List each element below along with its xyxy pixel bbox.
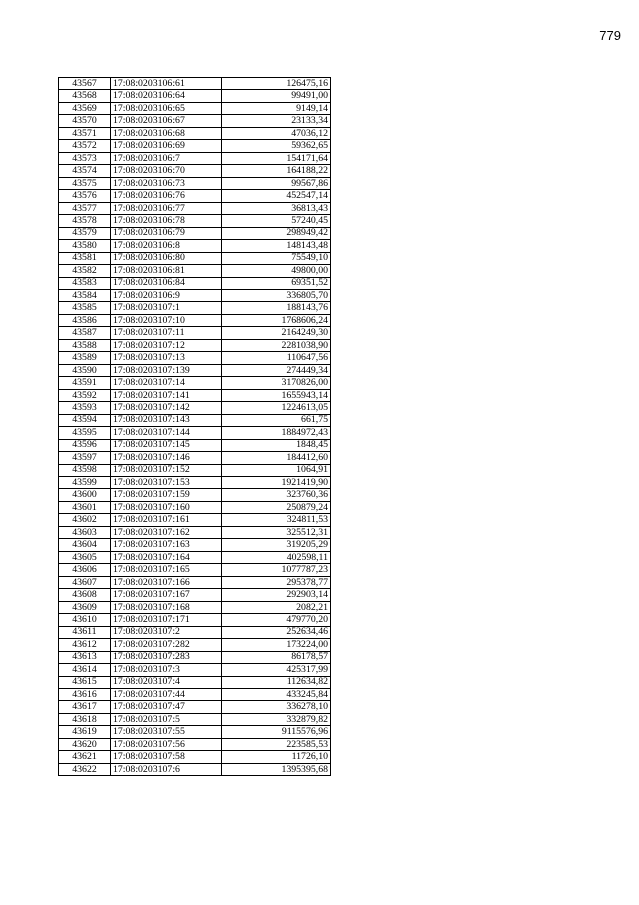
- table-row: [59, 676, 331, 688]
- row-id-cell: 43599: [59, 477, 111, 489]
- row-id-cell: 43595: [59, 427, 111, 439]
- table-row: [59, 140, 331, 152]
- table-row: [59, 215, 331, 227]
- table-row: [59, 90, 331, 102]
- row-id-cell: 43596: [59, 439, 111, 451]
- cadastral-number-cell: 17:08:0203107:145: [111, 439, 222, 451]
- amount-cell: 36813,43: [222, 202, 331, 214]
- row-id-cell: 43609: [59, 601, 111, 613]
- row-id-cell: 43583: [59, 277, 111, 289]
- table-row: [59, 277, 331, 289]
- row-id-cell: 43582: [59, 265, 111, 277]
- cadastral-number-cell: 17:08:0203107:171: [111, 614, 222, 626]
- table-row: [59, 127, 331, 139]
- table-row: [59, 377, 331, 389]
- table-row: [59, 265, 331, 277]
- table-row: [59, 240, 331, 252]
- cadastral-number-cell: 17:08:0203106:73: [111, 177, 222, 189]
- table-row: [59, 738, 331, 750]
- cadastral-number-cell: 17:08:0203107:47: [111, 701, 222, 713]
- cadastral-number-cell: 17:08:0203107:44: [111, 688, 222, 700]
- row-id-cell: 43615: [59, 676, 111, 688]
- cadastral-value-table: [58, 77, 331, 776]
- cadastral-number-cell: 17:08:0203107:10: [111, 314, 222, 326]
- table-row: [59, 252, 331, 264]
- row-id-cell: 43587: [59, 327, 111, 339]
- amount-cell: 661,75: [222, 414, 331, 426]
- amount-cell: 49800,00: [222, 265, 331, 277]
- cadastral-number-cell: 17:08:0203107:139: [111, 364, 222, 376]
- table-row: [59, 639, 331, 651]
- table-row: [59, 688, 331, 700]
- cadastral-number-cell: 17:08:0203106:70: [111, 165, 222, 177]
- amount-cell: 1655943,14: [222, 389, 331, 401]
- cadastral-number-cell: 17:08:0203107:14: [111, 377, 222, 389]
- row-id-cell: 43606: [59, 564, 111, 576]
- amount-cell: 148143,48: [222, 240, 331, 252]
- cadastral-number-cell: 17:08:0203107:1: [111, 302, 222, 314]
- amount-cell: 223585,53: [222, 738, 331, 750]
- table-row: [59, 427, 331, 439]
- amount-cell: 319205,29: [222, 539, 331, 551]
- cadastral-number-cell: 17:08:0203107:5: [111, 713, 222, 725]
- cadastral-number-cell: 17:08:0203107:11: [111, 327, 222, 339]
- amount-cell: 9149,14: [222, 102, 331, 114]
- row-id-cell: 43617: [59, 701, 111, 713]
- amount-cell: 2164249,30: [222, 327, 331, 339]
- amount-cell: 325512,31: [222, 526, 331, 538]
- table-row: [59, 389, 331, 401]
- cadastral-number-cell: 17:08:0203106:84: [111, 277, 222, 289]
- cadastral-number-cell: 17:08:0203107:283: [111, 651, 222, 663]
- amount-cell: 59362,65: [222, 140, 331, 152]
- row-id-cell: 43618: [59, 713, 111, 725]
- table-row: [59, 78, 331, 90]
- cadastral-number-cell: 17:08:0203106:76: [111, 190, 222, 202]
- amount-cell: 69351,52: [222, 277, 331, 289]
- amount-cell: 295378,77: [222, 576, 331, 588]
- row-id-cell: 43570: [59, 115, 111, 127]
- row-id-cell: 43611: [59, 626, 111, 638]
- table-row: [59, 477, 331, 489]
- amount-cell: 1848,45: [222, 439, 331, 451]
- amount-cell: 292903,14: [222, 589, 331, 601]
- cadastral-number-cell: 17:08:0203107:12: [111, 339, 222, 351]
- row-id-cell: 43622: [59, 763, 111, 775]
- cadastral-number-cell: 17:08:0203107:143: [111, 414, 222, 426]
- row-id-cell: 43589: [59, 352, 111, 364]
- cadastral-number-cell: 17:08:0203107:153: [111, 477, 222, 489]
- table-row: [59, 726, 331, 738]
- row-id-cell: 43590: [59, 364, 111, 376]
- table-row: [59, 514, 331, 526]
- row-id-cell: 43619: [59, 726, 111, 738]
- cadastral-number-cell: 17:08:0203106:67: [111, 115, 222, 127]
- row-id-cell: 43593: [59, 402, 111, 414]
- cadastral-number-cell: 17:08:0203107:2: [111, 626, 222, 638]
- table-row: [59, 576, 331, 588]
- cadastral-number-cell: 17:08:0203106:79: [111, 227, 222, 239]
- amount-cell: 252634,46: [222, 626, 331, 638]
- row-id-cell: 43608: [59, 589, 111, 601]
- cadastral-number-cell: 17:08:0203107:162: [111, 526, 222, 538]
- row-id-cell: 43585: [59, 302, 111, 314]
- amount-cell: 99567,86: [222, 177, 331, 189]
- row-id-cell: 43621: [59, 751, 111, 763]
- table-row: [59, 539, 331, 551]
- row-id-cell: 43591: [59, 377, 111, 389]
- cadastral-number-cell: 17:08:0203107:4: [111, 676, 222, 688]
- row-id-cell: 43598: [59, 464, 111, 476]
- cadastral-number-cell: 17:08:0203106:7: [111, 152, 222, 164]
- table-row: [59, 701, 331, 713]
- amount-cell: 274449,34: [222, 364, 331, 376]
- row-id-cell: 43577: [59, 202, 111, 214]
- table-row: [59, 664, 331, 676]
- table-row: [59, 439, 331, 451]
- cadastral-number-cell: 17:08:0203107:282: [111, 639, 222, 651]
- cadastral-number-cell: 17:08:0203107:141: [111, 389, 222, 401]
- row-id-cell: 43575: [59, 177, 111, 189]
- amount-cell: 154171,64: [222, 152, 331, 164]
- cadastral-number-cell: 17:08:0203107:165: [111, 564, 222, 576]
- page-number: 779: [599, 28, 621, 43]
- amount-cell: 332879,82: [222, 713, 331, 725]
- table-row: [59, 651, 331, 663]
- cadastral-number-cell: 17:08:0203106:78: [111, 215, 222, 227]
- table-row: [59, 614, 331, 626]
- amount-cell: 9115576,96: [222, 726, 331, 738]
- row-id-cell: 43567: [59, 78, 111, 90]
- amount-cell: 86178,57: [222, 651, 331, 663]
- amount-cell: 1768606,24: [222, 314, 331, 326]
- row-id-cell: 43584: [59, 289, 111, 301]
- table-row: [59, 501, 331, 513]
- row-id-cell: 43597: [59, 452, 111, 464]
- cadastral-number-cell: 17:08:0203107:167: [111, 589, 222, 601]
- table-row: [59, 414, 331, 426]
- table-row: [59, 551, 331, 563]
- amount-cell: 3170826,00: [222, 377, 331, 389]
- cadastral-number-cell: 17:08:0203106:64: [111, 90, 222, 102]
- amount-cell: 324811,53: [222, 514, 331, 526]
- cadastral-number-cell: 17:08:0203107:144: [111, 427, 222, 439]
- table-row: [59, 302, 331, 314]
- table-row: [59, 327, 331, 339]
- cadastral-number-cell: 17:08:0203107:58: [111, 751, 222, 763]
- row-id-cell: 43580: [59, 240, 111, 252]
- row-id-cell: 43588: [59, 339, 111, 351]
- cadastral-number-cell: 17:08:0203106:8: [111, 240, 222, 252]
- row-id-cell: 43581: [59, 252, 111, 264]
- cadastral-number-cell: 17:08:0203106:68: [111, 127, 222, 139]
- row-id-cell: 43569: [59, 102, 111, 114]
- table-row: [59, 165, 331, 177]
- row-id-cell: 43604: [59, 539, 111, 551]
- amount-cell: 11726,10: [222, 751, 331, 763]
- row-id-cell: 43573: [59, 152, 111, 164]
- row-id-cell: 43578: [59, 215, 111, 227]
- row-id-cell: 43572: [59, 140, 111, 152]
- table-row: [59, 227, 331, 239]
- cadastral-number-cell: 17:08:0203106:65: [111, 102, 222, 114]
- cadastral-number-cell: 17:08:0203107:164: [111, 551, 222, 563]
- table-row: [59, 564, 331, 576]
- table-row: [59, 190, 331, 202]
- amount-cell: 250879,24: [222, 501, 331, 513]
- row-id-cell: 43614: [59, 664, 111, 676]
- cadastral-number-cell: 17:08:0203106:77: [111, 202, 222, 214]
- cadastral-number-cell: 17:08:0203107:152: [111, 464, 222, 476]
- table-row: [59, 763, 331, 775]
- table-row: [59, 452, 331, 464]
- cadastral-number-cell: 17:08:0203107:161: [111, 514, 222, 526]
- row-id-cell: 43592: [59, 389, 111, 401]
- amount-cell: 164188,22: [222, 165, 331, 177]
- amount-cell: 425317,99: [222, 664, 331, 676]
- amount-cell: 2082,21: [222, 601, 331, 613]
- row-id-cell: 43602: [59, 514, 111, 526]
- cadastral-number-cell: 17:08:0203106:69: [111, 140, 222, 152]
- table-body: [59, 78, 331, 776]
- table-row: [59, 626, 331, 638]
- amount-cell: 323760,36: [222, 489, 331, 501]
- table-row: [59, 289, 331, 301]
- table-row: [59, 526, 331, 538]
- amount-cell: 112634,82: [222, 676, 331, 688]
- row-id-cell: 43607: [59, 576, 111, 588]
- cadastral-number-cell: 17:08:0203107:159: [111, 489, 222, 501]
- amount-cell: 2281038,90: [222, 339, 331, 351]
- cadastral-number-cell: 17:08:0203107:55: [111, 726, 222, 738]
- amount-cell: 99491,00: [222, 90, 331, 102]
- amount-cell: 1077787,23: [222, 564, 331, 576]
- cadastral-number-cell: 17:08:0203107:166: [111, 576, 222, 588]
- table-row: [59, 489, 331, 501]
- amount-cell: 402598,11: [222, 551, 331, 563]
- row-id-cell: 43568: [59, 90, 111, 102]
- amount-cell: 433245,84: [222, 688, 331, 700]
- amount-cell: 1224613,05: [222, 402, 331, 414]
- row-id-cell: 43571: [59, 127, 111, 139]
- cadastral-number-cell: 17:08:0203107:163: [111, 539, 222, 551]
- cadastral-number-cell: 17:08:0203106:9: [111, 289, 222, 301]
- amount-cell: 110647,56: [222, 352, 331, 364]
- amount-cell: 184412,60: [222, 452, 331, 464]
- row-id-cell: 43616: [59, 688, 111, 700]
- table-row: [59, 402, 331, 414]
- amount-cell: 1395395,68: [222, 763, 331, 775]
- table-row: [59, 713, 331, 725]
- cadastral-number-cell: 17:08:0203106:80: [111, 252, 222, 264]
- amount-cell: 479770,20: [222, 614, 331, 626]
- row-id-cell: 43613: [59, 651, 111, 663]
- table-row: [59, 751, 331, 763]
- cadastral-number-cell: 17:08:0203107:3: [111, 664, 222, 676]
- amount-cell: 126475,16: [222, 78, 331, 90]
- table-row: [59, 177, 331, 189]
- cadastral-number-cell: 17:08:0203107:13: [111, 352, 222, 364]
- row-id-cell: 43601: [59, 501, 111, 513]
- row-id-cell: 43605: [59, 551, 111, 563]
- cadastral-number-cell: 17:08:0203107:168: [111, 601, 222, 613]
- table-row: [59, 102, 331, 114]
- amount-cell: 1921419,90: [222, 477, 331, 489]
- amount-cell: 75549,10: [222, 252, 331, 264]
- cadastral-number-cell: 17:08:0203107:6: [111, 763, 222, 775]
- cadastral-number-cell: 17:08:0203106:61: [111, 78, 222, 90]
- row-id-cell: 43603: [59, 526, 111, 538]
- table-row: [59, 314, 331, 326]
- amount-cell: 336805,70: [222, 289, 331, 301]
- row-id-cell: 43600: [59, 489, 111, 501]
- row-id-cell: 43612: [59, 639, 111, 651]
- table-row: [59, 464, 331, 476]
- row-id-cell: 43576: [59, 190, 111, 202]
- amount-cell: 1884972,43: [222, 427, 331, 439]
- table-row: [59, 364, 331, 376]
- amount-cell: 57240,45: [222, 215, 331, 227]
- table-row: [59, 202, 331, 214]
- cadastral-number-cell: 17:08:0203107:142: [111, 402, 222, 414]
- cadastral-number-cell: 17:08:0203107:56: [111, 738, 222, 750]
- amount-cell: 1064,91: [222, 464, 331, 476]
- table-row: [59, 152, 331, 164]
- row-id-cell: 43620: [59, 738, 111, 750]
- amount-cell: 188143,76: [222, 302, 331, 314]
- row-id-cell: 43610: [59, 614, 111, 626]
- amount-cell: 47036,12: [222, 127, 331, 139]
- table-row: [59, 589, 331, 601]
- row-id-cell: 43574: [59, 165, 111, 177]
- table-row: [59, 339, 331, 351]
- row-id-cell: 43579: [59, 227, 111, 239]
- table-row: [59, 352, 331, 364]
- table-row: [59, 601, 331, 613]
- table-row: [59, 115, 331, 127]
- cadastral-number-cell: 17:08:0203106:81: [111, 265, 222, 277]
- amount-cell: 173224,00: [222, 639, 331, 651]
- row-id-cell: 43586: [59, 314, 111, 326]
- amount-cell: 336278,10: [222, 701, 331, 713]
- amount-cell: 298949,42: [222, 227, 331, 239]
- amount-cell: 23133,34: [222, 115, 331, 127]
- cadastral-number-cell: 17:08:0203107:160: [111, 501, 222, 513]
- row-id-cell: 43594: [59, 414, 111, 426]
- amount-cell: 452547,14: [222, 190, 331, 202]
- cadastral-number-cell: 17:08:0203107:146: [111, 452, 222, 464]
